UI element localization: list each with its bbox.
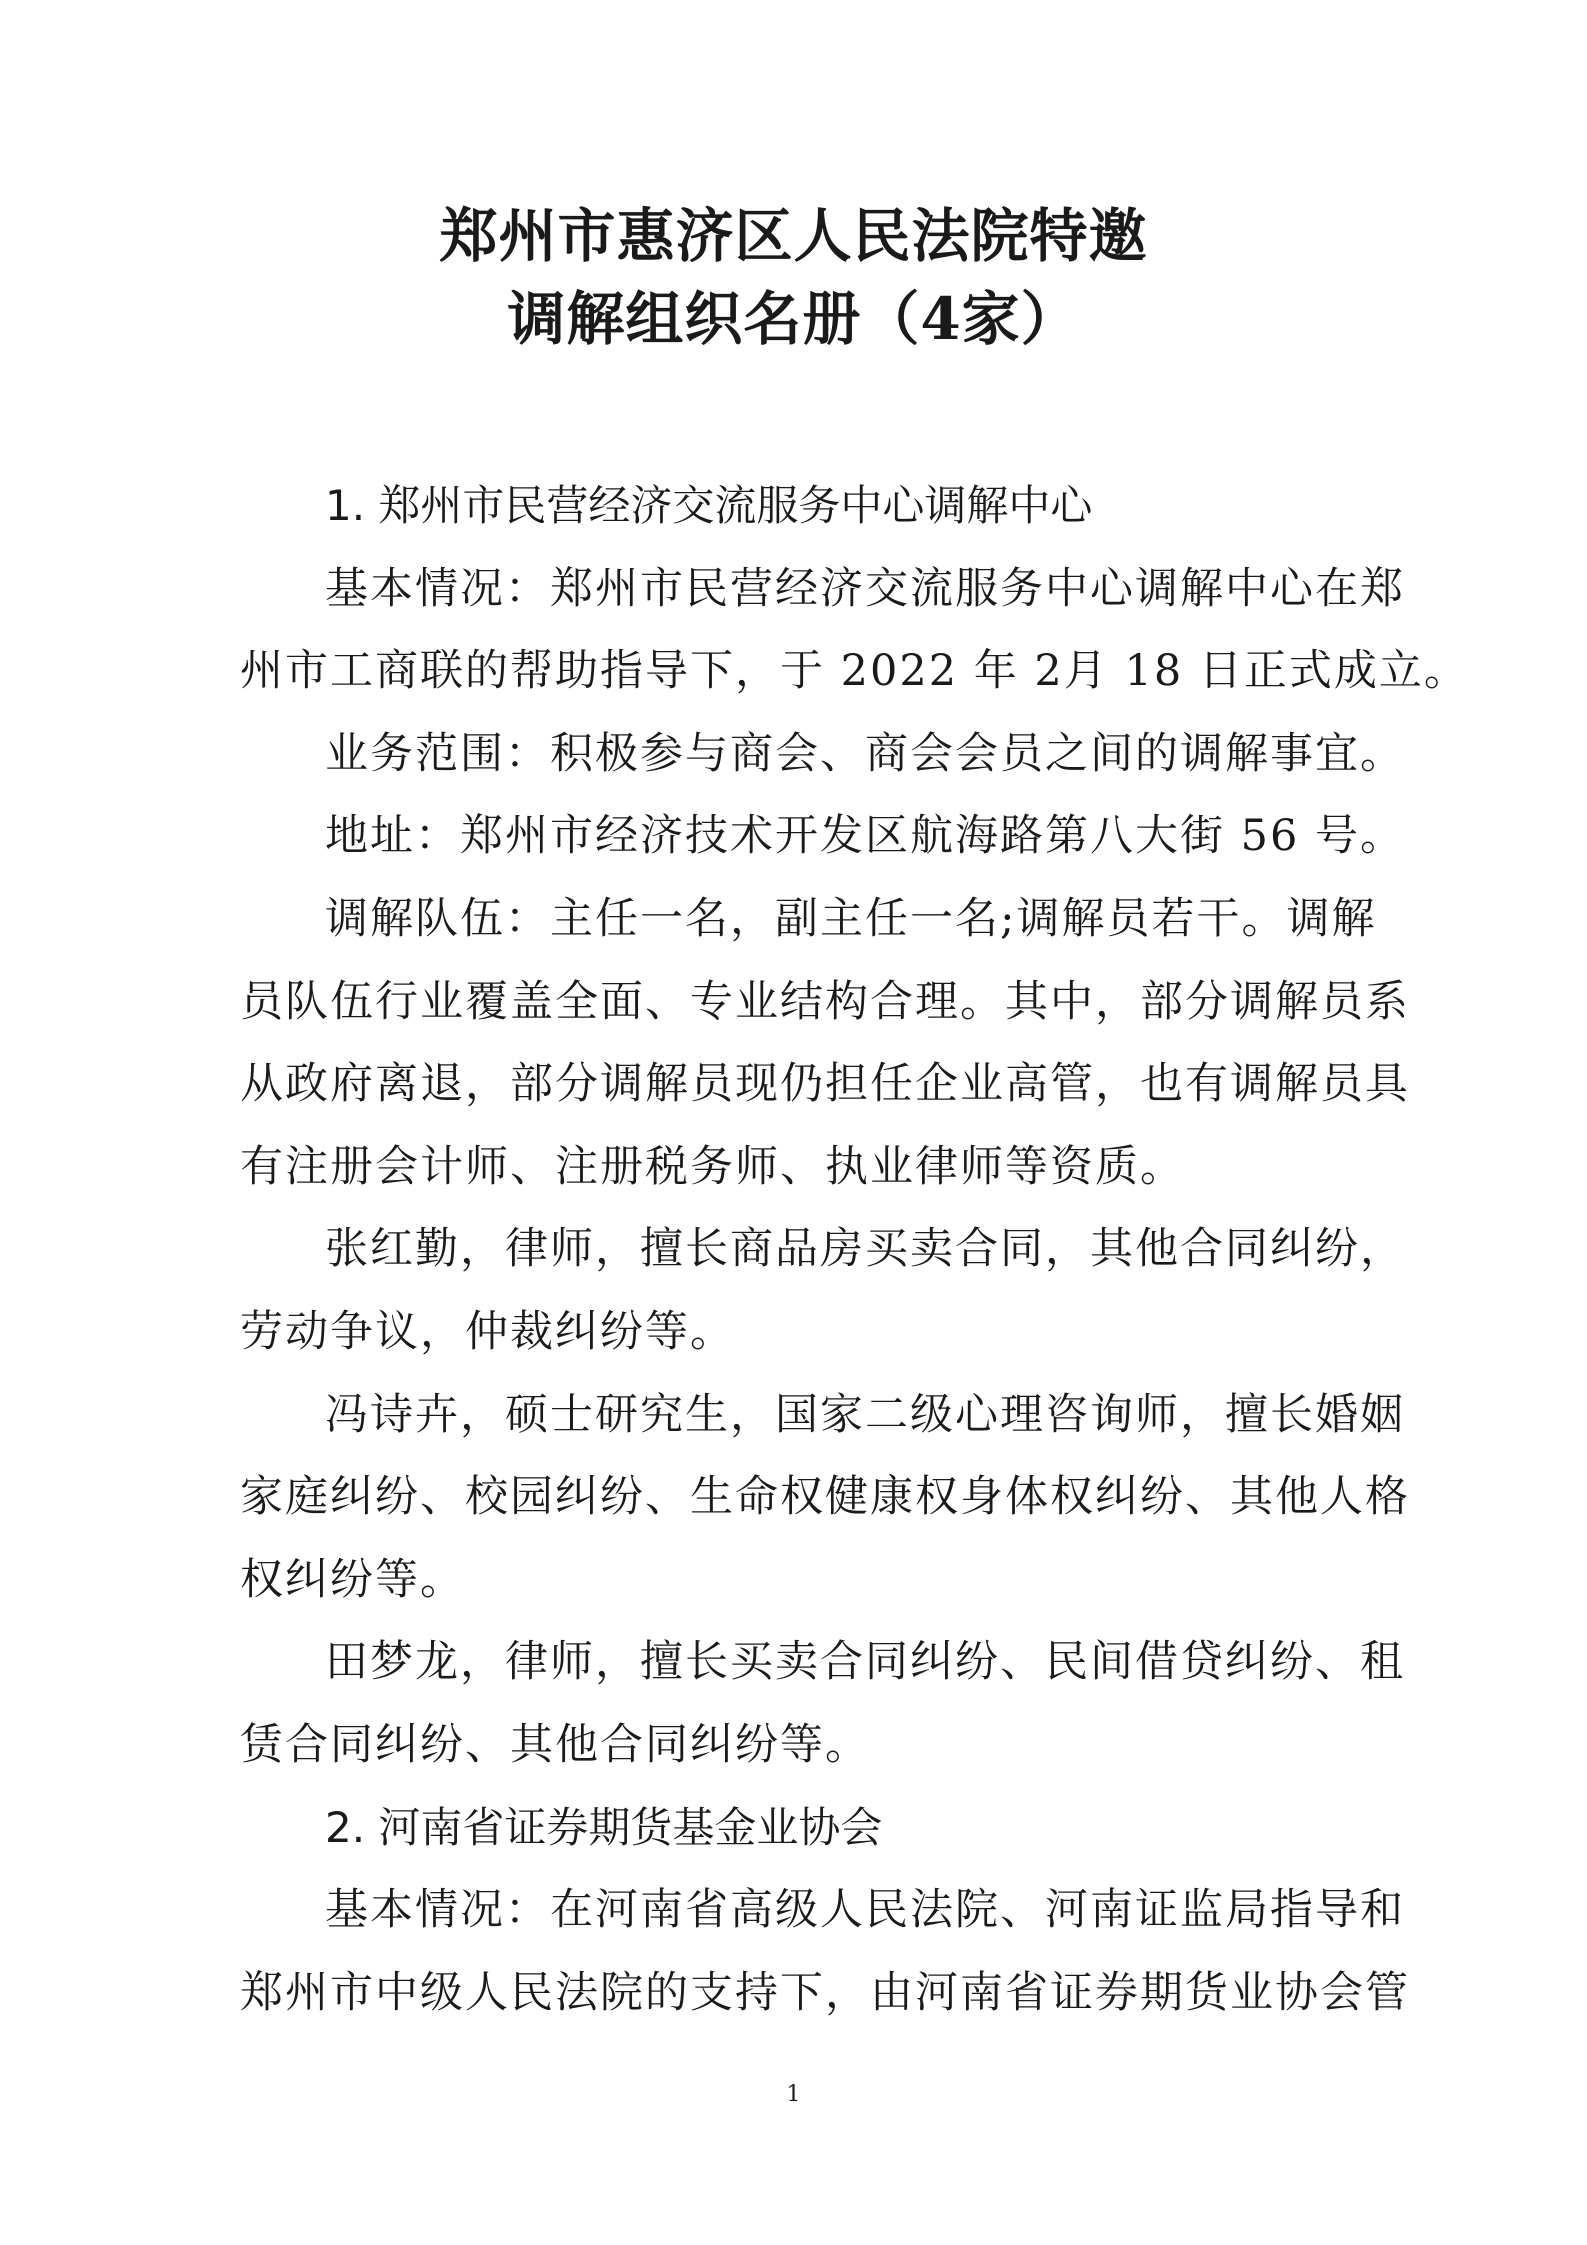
paragraph-first-line: 张红勤，律师，擅长商品房买卖合同，其他合同纠纷， bbox=[325, 1224, 1405, 1274]
paragraph-line: 州市工商联的帮助指导下，于 2022 年 2月 18 日正式成立。 bbox=[240, 646, 1469, 696]
paragraph-first-line: 调解队伍：主任一名，副主任一名;调解员若干。调解 bbox=[325, 894, 1377, 944]
page-number: 1 bbox=[786, 2082, 801, 2107]
document-title-line-1: 郑州市惠济区人民法院特邀 bbox=[439, 202, 1148, 270]
paragraph-first-line: 基本情况：郑州市民营经济交流服务中心调解中心在郑 bbox=[325, 564, 1405, 614]
paragraph-line: 员队伍行业覆盖全面、专业结构合理。其中，部分调解员系 bbox=[240, 977, 1410, 1027]
paragraph-line: 权纠纷等。 bbox=[240, 1555, 465, 1605]
paragraph-line: 劳动争议，仲裁纠纷等。 bbox=[240, 1307, 735, 1357]
paragraph-first-line: 基本情况：在河南省高级人民法院、河南证监局指导和 bbox=[325, 1885, 1405, 1935]
paragraph-first-line: 冯诗卉，硕士研究生，国家二级心理咨询师，擅长婚姻 bbox=[325, 1390, 1405, 1440]
paragraph-line: 从政府离退，部分调解员现仍担任企业高管，也有调解员具 bbox=[240, 1059, 1410, 1109]
paragraph-line: 郑州市中级人民法院的支持下，由河南省证券期货业协会管 bbox=[240, 1968, 1410, 2018]
paragraph-line: 家庭纠纷、校园纠纷、生命权健康权身体权纠纷、其他人格 bbox=[240, 1472, 1410, 1522]
paragraph-first-line: 田梦龙，律师，擅长买卖合同纠纷、民间借贷纠纷、租 bbox=[325, 1637, 1405, 1687]
paragraph-first-line: 业务范围：积极参与商会、商会会员之间的调解事宜。 bbox=[325, 729, 1405, 779]
paragraph-line: 有注册会计师、注册税务师、执业律师等资质。 bbox=[240, 1142, 1185, 1192]
paragraph-first-line: 地址：郑州市经济技术开发区航海路第八大街 56 号。 bbox=[325, 811, 1406, 861]
document-title-line-2: 调解组织名册（4家） bbox=[507, 285, 1080, 353]
section-heading: 1. 郑州市民营经济交流服务中心调解中心 bbox=[325, 481, 1093, 530]
section-heading: 2. 河南省证券期货基金业协会 bbox=[325, 1803, 883, 1852]
paragraph-line: 赁合同纠纷、其他合同纠纷等。 bbox=[240, 1720, 870, 1770]
